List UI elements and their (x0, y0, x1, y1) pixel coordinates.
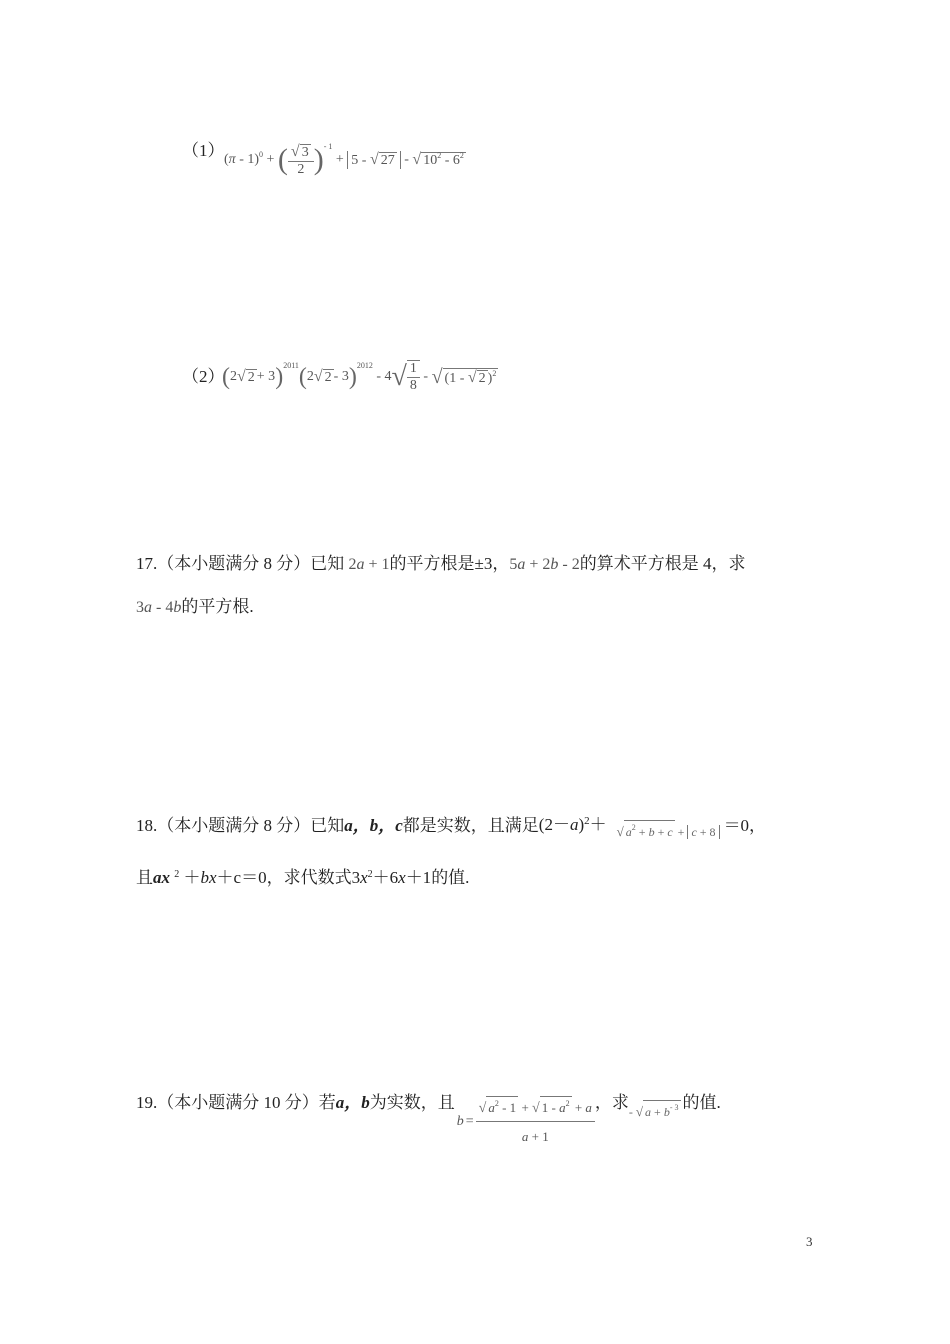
problem-19 (136, 1092, 721, 1148)
formula-abs-term: 5 - √ 27 (347, 151, 400, 169)
expr-quadratic: ax $^2$ ＋bx＋c＝0 (153, 868, 267, 887)
problem-text: 已知 (310, 815, 345, 835)
formula-sqrt-term: √ $10^2 - 6^2$ (412, 151, 464, 168)
problem-text: 的算术平方根是 4，求 (579, 554, 746, 573)
problem-number: 18. (136, 815, 158, 835)
problem-18-line-2 (136, 867, 469, 892)
expr-neg-sqrt: - √ $a + b^{- 3}$ (629, 1100, 681, 1125)
problem-text: 若 (318, 1093, 336, 1112)
problem-text: 的值. (682, 1093, 721, 1112)
formula-term-pi: (π - 1)$^0$ (224, 150, 264, 167)
problem-17-line-1 (136, 553, 745, 576)
formula-frac-sqrt3-2: $\frac{√ 3}{2}$ (288, 143, 314, 178)
expr-2a-plus-1: 2a + 1 (348, 556, 390, 573)
expr-b-fraction: b = $\frac{√ a^2 - 1 + √ 1 - a^2 + a}{a + 1}$ (457, 1096, 595, 1148)
problem-17-line-2 (136, 596, 254, 619)
expr-3a-4b: 3a - 4b (136, 599, 182, 616)
problem-text: ＝0， (723, 815, 767, 835)
problem-vars: a，b (335, 1093, 370, 1112)
problem-18-line-1 (136, 806, 766, 845)
expr-5a-2b-2: 5a + 2b - 2 (509, 556, 580, 573)
expr-sqrt-abs: √ $a^2 + b + c + c + 8$ (617, 820, 720, 845)
problem-text: 的值. (431, 868, 470, 887)
problem-score: （本小题满分 8 分） (157, 815, 311, 835)
problem-text: 已知 (310, 554, 345, 573)
expr-2-minus-a-sq: $(2-a)^2+$ (538, 814, 607, 834)
problem-vars: a，b，c (344, 815, 403, 835)
problem-text: 的平方根. (181, 597, 254, 616)
problem-text: 的平方根是±3， (389, 554, 510, 573)
problem-text: 且 (136, 868, 153, 887)
problem-text: 都是实数，且满足 (402, 815, 539, 835)
problem-score: （本小题满分 10 分） (157, 1093, 319, 1112)
problem-score: （本小题满分 8 分） (157, 554, 311, 573)
problem-text: 为实数，且 (369, 1093, 455, 1112)
expr-3x2-6x-1: $3x^2+6x+1$ (351, 868, 432, 887)
part-1-label: （1） (182, 141, 225, 160)
problem-text: ，求 (594, 1093, 629, 1112)
problem-number: 17. (136, 554, 158, 573)
problem-text: ，求代数式 (266, 868, 352, 887)
problem-number: 19. (136, 1093, 158, 1112)
formula-16-1: (π - 1)$^0$ + ( $\frac{√ 3}{2}$ ) - 1 + 5 - √ 27 - √ $10^2 - 6^2$ (224, 141, 464, 177)
problem-16-part-2 (182, 366, 225, 388)
formula-16-2: ( 2 √ 2 + 3 ) 2011 ( 2 √ 2 - 3 ) 2012 - 4 √ $\frac{1}{8}$ - √ (1 - √ 2 )$^2$ (222, 360, 497, 393)
part-2-label: （2） (182, 367, 225, 386)
page-number: 3 (806, 1234, 813, 1249)
problem-16-part-1 (182, 140, 225, 162)
